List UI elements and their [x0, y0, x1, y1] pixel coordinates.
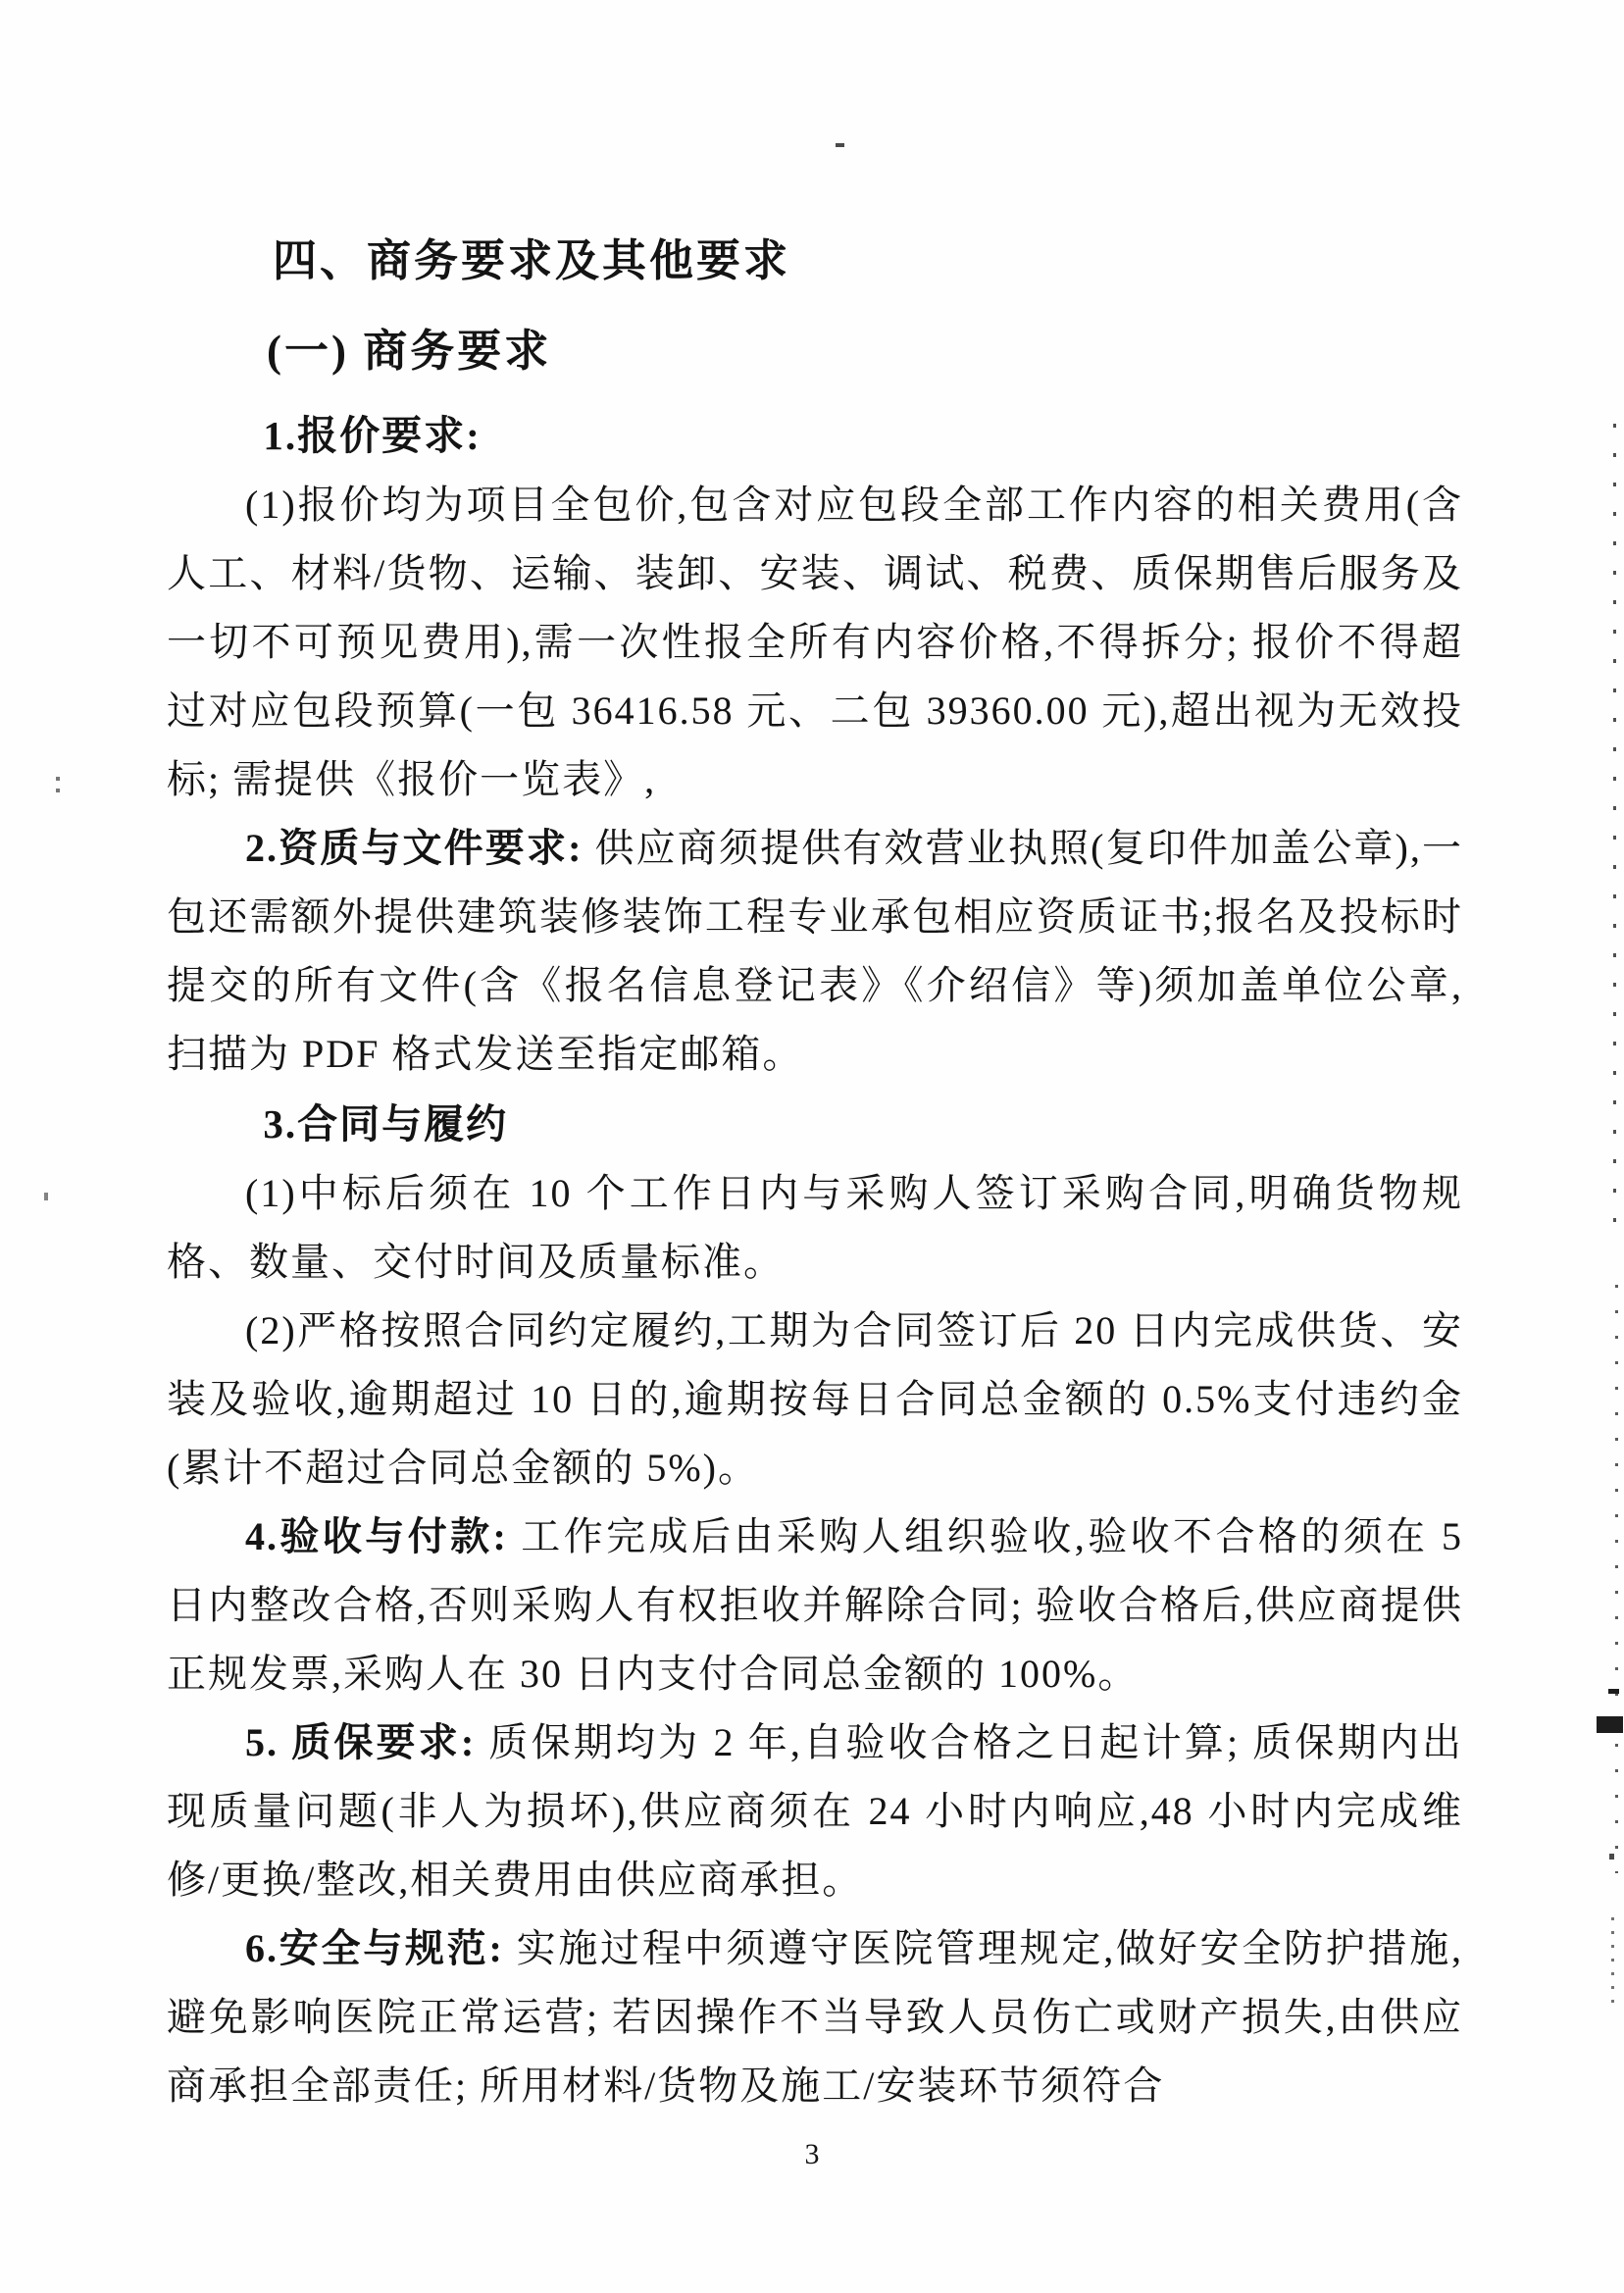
- scan-noise-mark: [1608, 1689, 1619, 1694]
- paragraph-performance: [167, 1297, 1463, 1503]
- scan-noise-strip: [1615, 1285, 1618, 1873]
- clause-1-heading: 1.报价要求:: [263, 413, 482, 458]
- paragraph-acceptance-payment: [167, 1503, 1463, 1708]
- paragraph-quote-details: [167, 471, 1463, 814]
- clause-text: (1)中标后须在 10 个工作日内与采购人签订采购合同,明确货物规格、数量、交付时间及质量标准。: [167, 1171, 1463, 1284]
- paragraph-warranty: [167, 1708, 1463, 1914]
- page-number: 3: [804, 2138, 820, 2170]
- clause-text: 质保期均为 2 年,自验收合格之日起计算; 质保期内出现质量问题(非人为损坏),供应商须在 24 小时内响应,48 小时内完成维修/更换/整改,相关费用由供应商承担。: [167, 1720, 1463, 1902]
- clause-3-heading: 3.合同与履约: [263, 1101, 509, 1146]
- section-title: 四、商务要求及其他要求: [273, 236, 791, 285]
- scan-noise-dot: [1609, 1854, 1614, 1860]
- scan-noise-dot: [44, 1193, 48, 1200]
- clause-5-lead: 5. 质保要求:: [245, 1720, 477, 1764]
- clause-2-lead: 2.资质与文件要求:: [245, 826, 584, 870]
- scan-noise-mark: [836, 143, 844, 147]
- scan-noise-blob: [1597, 1716, 1623, 1733]
- scan-noise-dot: [56, 789, 60, 792]
- scan-noise-strip: [1611, 1917, 1614, 2006]
- clause-text: (2)严格按照合同约定履约,工期为合同签订后 20 日内完成供货、安装及验收,逾期超过 10 日的,逾期按每日合同总金额的 0.5%支付违约金(累计不超过合同总金额的 5%)。: [167, 1308, 1463, 1490]
- clause-4-lead: 4.验收与付款:: [245, 1514, 508, 1558]
- paragraph-contract-signing: [167, 1159, 1463, 1297]
- scan-noise-strip: [1613, 424, 1616, 1248]
- clause-6-lead: 6.安全与规范:: [245, 1926, 504, 1970]
- clause-text: 供应商须提供有效营业执照(复印件加盖公章),一包还需额外提供建筑装修装饰工程专业承包相应资质证书;报名及投标时提交的所有文件(含《报名信息登记表》《介绍信》等)须加盖单位公章,扫描为 PDF 格式发送至指定邮箱。: [167, 826, 1464, 1076]
- clause-text: (1)报价均为项目全包价,包含对应包段全部工作内容的相关费用(含人工、材料/货物、运输、装卸、安装、调试、税费、质保期售后服务及一切不可预见费用),需一次性报全所有内容价格,不得拆分; 报价不得超过对应包段预算(一包 36416.58 元、二包 39360.00 元),超出视为无效投标; 需提供《报价一览表》,: [167, 483, 1463, 801]
- subsection-title: (一) 商务要求: [267, 327, 552, 376]
- paragraph-qualification: [167, 814, 1463, 1089]
- scan-noise-dot: [56, 777, 60, 781]
- document-content: [167, 224, 1463, 2120]
- clause-text: 实施过程中须遵守医院管理规定,做好安全防护措施,避免影响医院正常运营; 若因操作不当导致人员伤亡或财产损失,由供应商承担全部责任; 所用材料/货物及施工/安装环节须符合: [167, 1926, 1463, 2108]
- clause-text: 工作完成后由采购人组织验收,验收不合格的须在 5 日内整改合格,否则采购人有权拒收并解除合同; 验收合格后,供应商提供正规发票,采购人在 30 日内支付合同总金额的 100%。: [167, 1514, 1463, 1696]
- paragraph-safety: [167, 1914, 1463, 2120]
